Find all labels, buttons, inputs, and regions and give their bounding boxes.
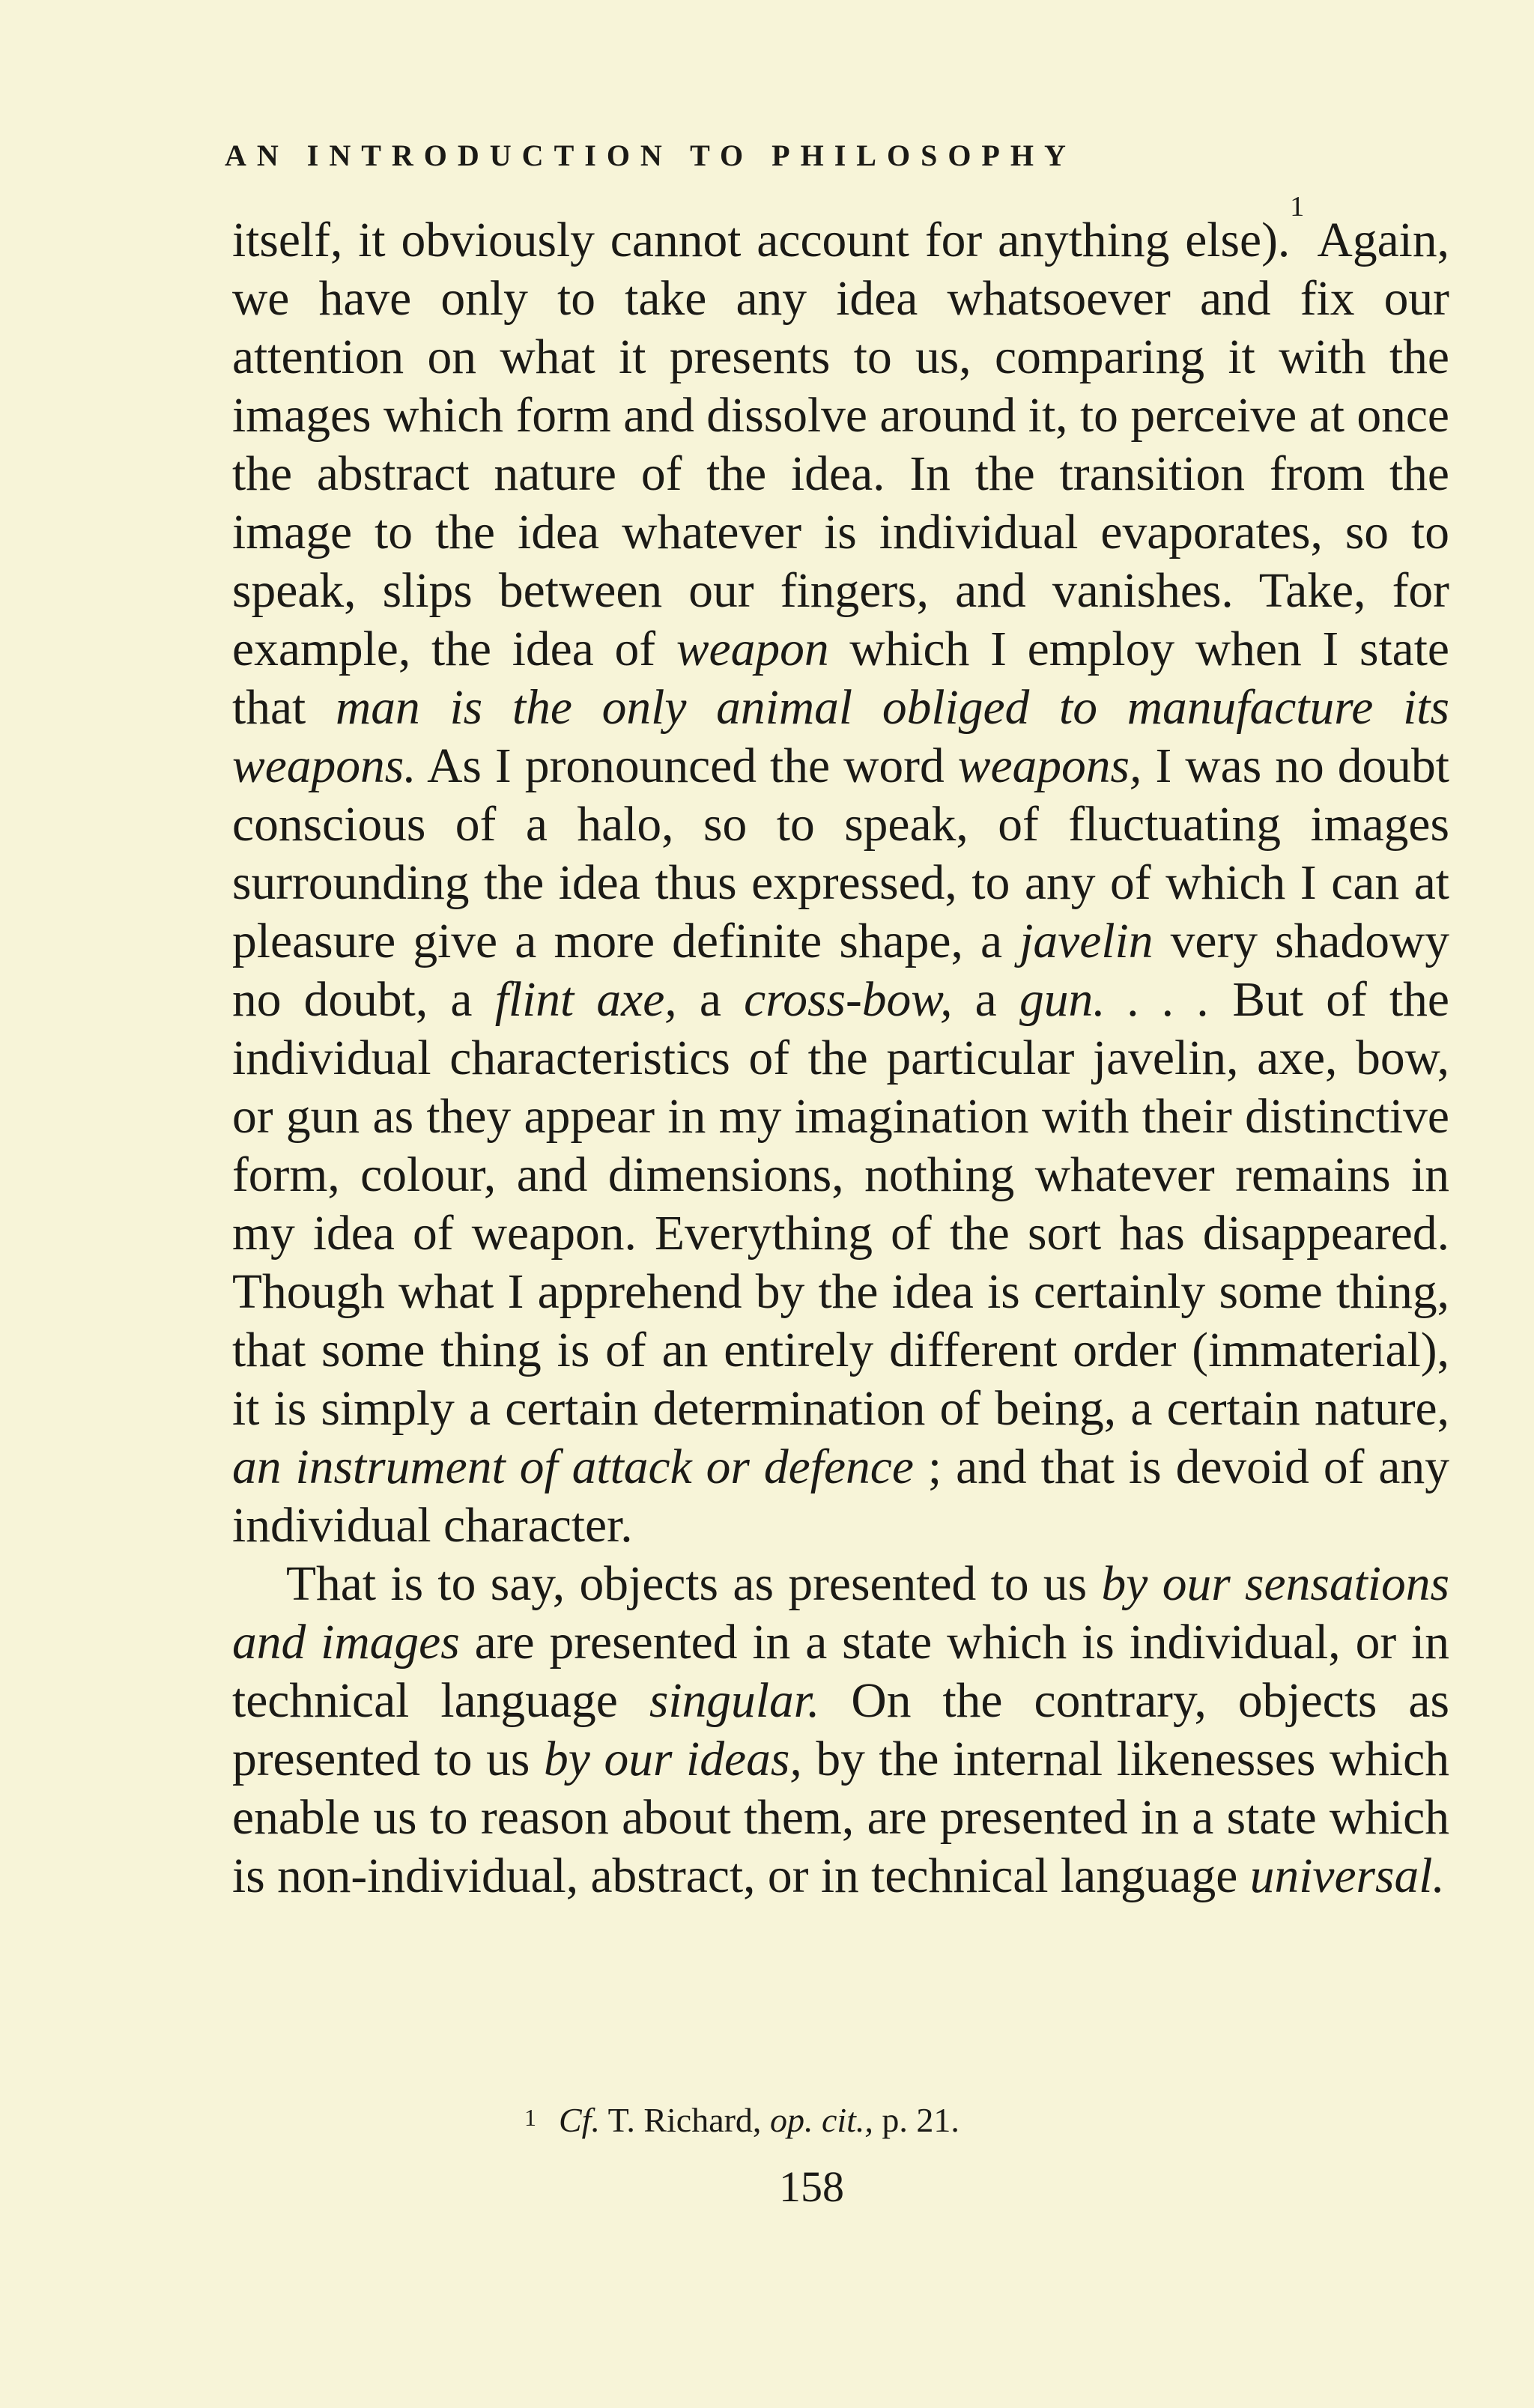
text-run: But of the individual characteristics of the particular javelin, axe, bow, or gun as they appear in my imagination with their distinctive form, colour, and dimensions, nothing whatever remains in my idea of weapon. Everything of the sort has disappeared. Though what I apprehend by the idea is certainly some thing, that some thing is of an entirely different order (immaterial), it is simply a certain determination of being, a certain nature, [232,973,1449,1436]
italic-run: flint axe, [494,973,677,1027]
text-run: On the contrary, objects as presented to us [232,1674,1449,1786]
footnote-page-ref: p. 21. [873,2101,959,2139]
text-run: I was no doubt conscious of a halo, so to speak, of fluctuating images surrounding the idea thus expressed, to any of which I can at pleasure give a more definite shape, a [232,739,1449,968]
running-head: AN INTRODUCTION TO PHILOSOPHY [225,139,1076,172]
italic-run: by our sensations and images [232,1557,1449,1669]
text-run: ; and that is devoid of any individual character. [232,1440,1449,1553]
text-run: As I pronounced the word [416,739,958,793]
footnote-mark: 1 [524,2104,536,2131]
italic-run: universal. [1249,1849,1445,1903]
italic-run: weapons, [957,739,1142,793]
italic-run: by our ideas, [544,1732,802,1786]
text-run: which I employ when I state that [232,622,1449,735]
text-run: are presented in a state which is individual, or in technical language [232,1616,1449,1728]
italic-run: gun. . . . [1019,973,1210,1027]
italic-run: an instrument of attack or defence [232,1440,914,1494]
italic-run: javelin [1019,915,1153,968]
body-text [232,191,1450,1905]
paragraph-2 [232,1555,1449,1905]
paragraph-1 [232,191,1450,1555]
text-run: Again, we have only to take any idea whatsoever and fix our attention on what it presents to us, comparing it with the images which form and dissolve around it, to perceive at once the abstract nature of the idea. In the transition from the image to the idea whatever is individual evaporates, so to speak, slips between our fingers, and vanishes. Take, for example, the idea of [232,213,1449,676]
footnote-op-cit: op. cit., [769,2101,873,2139]
footnote [524,2094,1198,2147]
page-number: 158 [779,2162,844,2211]
text-run: a [676,973,745,1027]
footnote-cf: Cf. [559,2101,600,2139]
footnote-author: T. Richard, [599,2101,770,2139]
text-run: That is to say, objects as presented to us [286,1557,1102,1611]
italic-run: weapon [676,622,829,676]
italic-run: cross-bow, [744,973,953,1027]
text-run: by the internal likenesses which enable us to reason about them, are presented in a state which is non-individual, abstract, or in technical language [232,1732,1450,1903]
text-run: a [952,973,1019,1027]
italic-run: man is the only animal obliged to manufacture its weapons. [232,681,1449,793]
text-run: itself, it obviously cannot account for anything else). [232,213,1291,267]
italic-run: singular. [649,1674,820,1728]
footnote-reference[interactable]: 1 [1290,191,1305,222]
text-run: very shadowy no doubt, a [232,915,1450,1027]
